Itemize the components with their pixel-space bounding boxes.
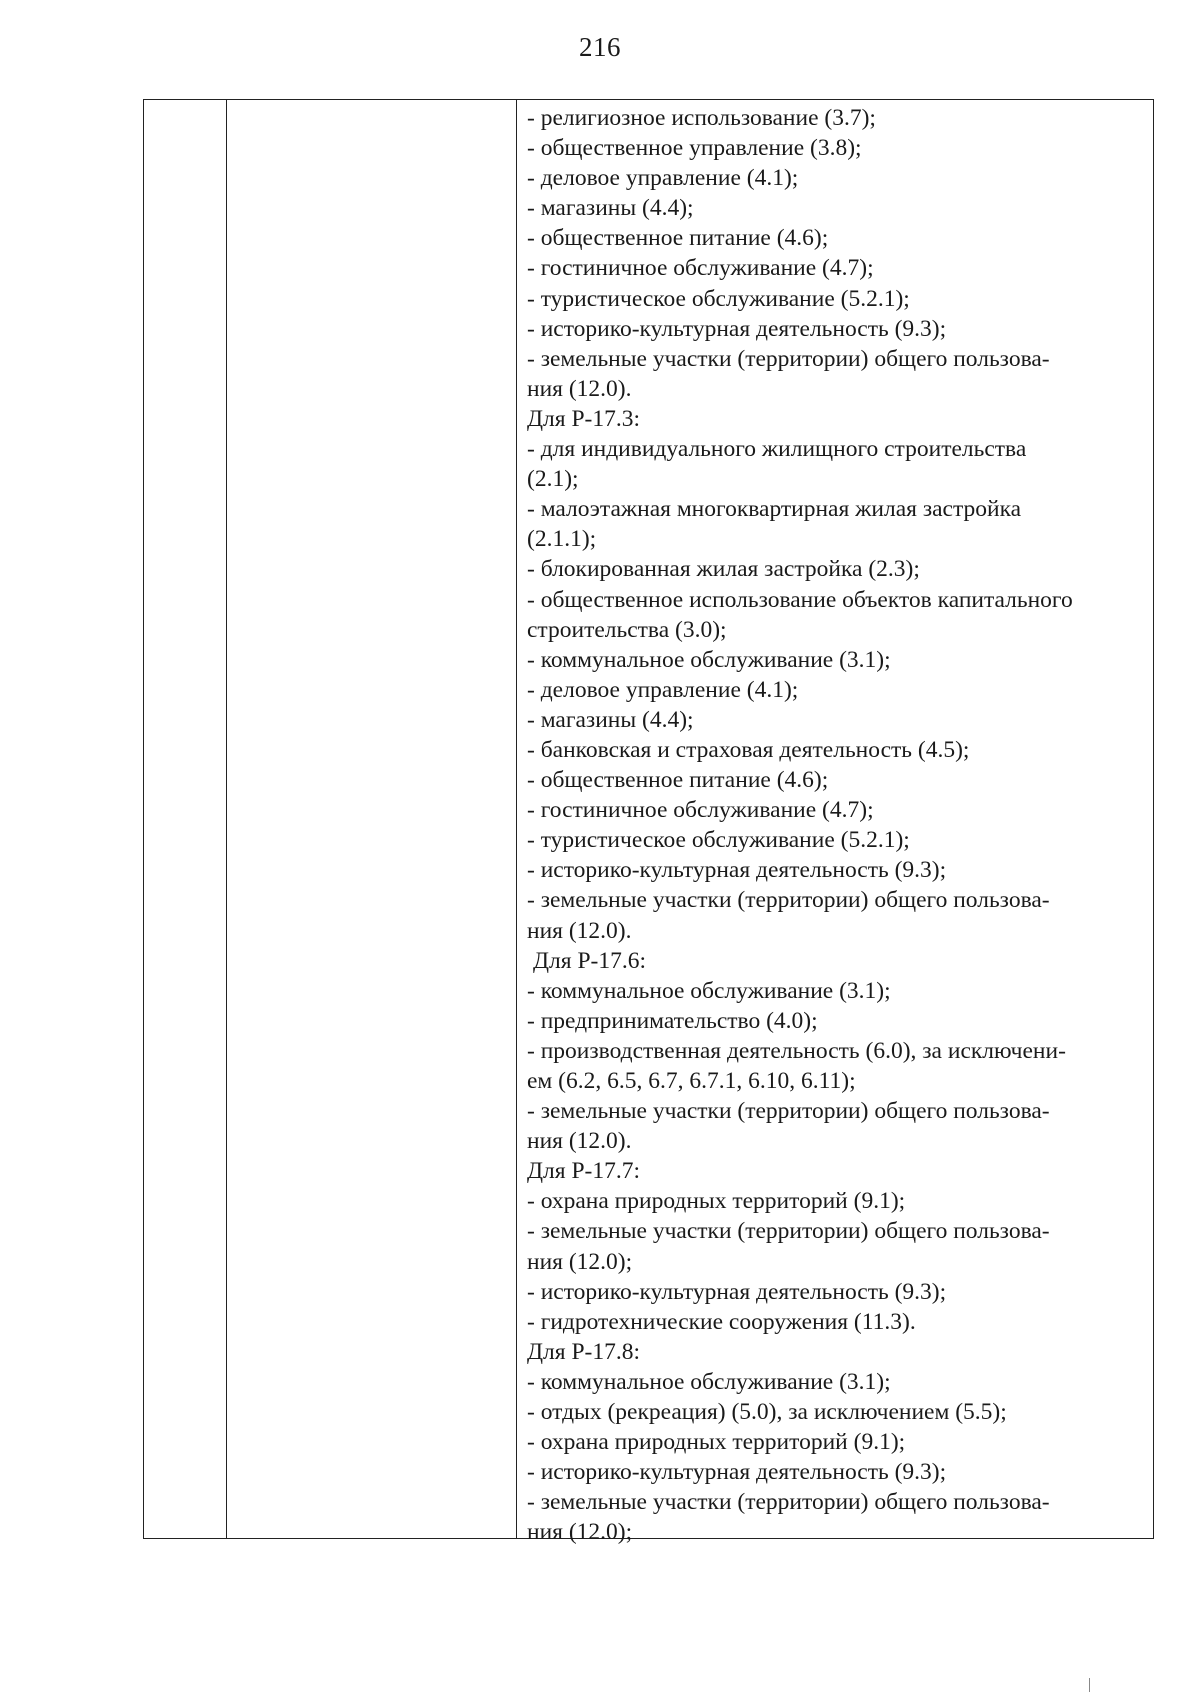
cell-line: - историко-культурная деятельность (9.3); <box>527 857 947 884</box>
cell-line: - религиозное использование (3.7); <box>527 105 876 131</box>
cell-line: - земельные участки (территории) общего пользова- <box>527 887 1050 914</box>
cell-line: - коммунальное обслуживание (3.1); <box>527 646 891 673</box>
cell-line: - общественное питание (4.6); <box>527 225 829 252</box>
cell-line: - коммунальное обслуживание (3.1); <box>527 1368 891 1395</box>
cell-line: ния (12.0); <box>527 1248 633 1275</box>
cell-line: - коммунальное обслуживание (3.1); <box>527 977 891 1004</box>
cell-line: (2.1.1); <box>527 526 597 553</box>
cell-line: - магазины (4.4); <box>527 706 694 733</box>
cell-line: ния (12.0). <box>527 917 632 944</box>
cell-line: - охрана природных территорий (9.1); <box>527 1429 906 1456</box>
cell-line: - общественное питание (4.6); <box>527 767 829 794</box>
cell-line: - общественное использование объектов капитального <box>527 586 1073 613</box>
cell-line: - земельные участки (территории) общего пользова- <box>527 345 1050 372</box>
scan-mark <box>1089 1678 1090 1692</box>
cell-line: - предпринимательство (4.0); <box>527 1007 818 1034</box>
cell-line: ния (12.0). <box>527 1128 632 1155</box>
cell-line: Для Р-17.3: <box>527 405 640 432</box>
cell-line: Для Р-17.6: <box>533 947 646 974</box>
document-table <box>143 99 1154 1546</box>
cell-line: - магазины (4.4); <box>527 195 694 222</box>
cell-line: - туристическое обслуживание (5.2.1); <box>527 285 910 312</box>
cell-line: ния (12.0). <box>527 375 632 402</box>
cell-line: - историко-культурная деятельность (9.3); <box>527 1459 947 1486</box>
cell-line: - гостиничное обслуживание (4.7); <box>527 797 874 824</box>
column-divider-2 <box>516 100 517 1538</box>
cell-line: - историко-культурная деятельность (9.3); <box>527 1278 947 1305</box>
cell-line: - туристическое обслуживание (5.2.1); <box>527 827 910 854</box>
cell-line: - историко-культурная деятельность (9.3); <box>527 315 947 342</box>
cell-line: - гидротехнические сооружения (11.3). <box>527 1308 916 1335</box>
cell-line: - земельные участки (территории) общего пользова- <box>527 1489 1050 1516</box>
permitted-uses-cell <box>527 103 1147 1548</box>
cell-line: - земельные участки (территории) общего пользова- <box>527 1098 1050 1125</box>
cell-line: - отдых (рекреация) (5.0), за исключением (5.5); <box>527 1399 1007 1426</box>
cell-line: (2.1); <box>527 466 579 493</box>
cell-line: ния (12.0); <box>527 1519 633 1546</box>
cell-line: - охрана природных территорий (9.1); <box>527 1188 906 1215</box>
cell-line: Для Р-17.8: <box>527 1338 640 1365</box>
cell-line: - гостиничное обслуживание (4.7); <box>527 255 874 282</box>
cell-line: - производственная деятельность (6.0), за исключени- <box>527 1037 1066 1064</box>
cell-line: - для индивидуального жилищного строительства <box>527 436 1027 463</box>
cell-line: - общественное управление (3.8); <box>527 135 862 162</box>
cell-line: - земельные участки (территории) общего пользова- <box>527 1218 1050 1245</box>
cell-line: - деловое управление (4.1); <box>527 676 799 703</box>
cell-line: - банковская и страховая деятельность (4.5); <box>527 736 970 763</box>
cell-line: ем (6.2, 6.5, 6.7, 6.7.1, 6.10, 6.11); <box>527 1068 856 1094</box>
cell-line: - малоэтажная многоквартирная жилая застройка <box>527 496 1022 523</box>
cell-line: - деловое управление (4.1); <box>527 165 799 192</box>
cell-line: Для Р-17.7: <box>527 1158 640 1185</box>
cell-line: строительства (3.0); <box>527 616 727 643</box>
cell-line: - блокированная жилая застройка (2.3); <box>527 556 920 583</box>
page-number: 216 <box>579 32 621 62</box>
column-divider-1 <box>226 100 227 1538</box>
